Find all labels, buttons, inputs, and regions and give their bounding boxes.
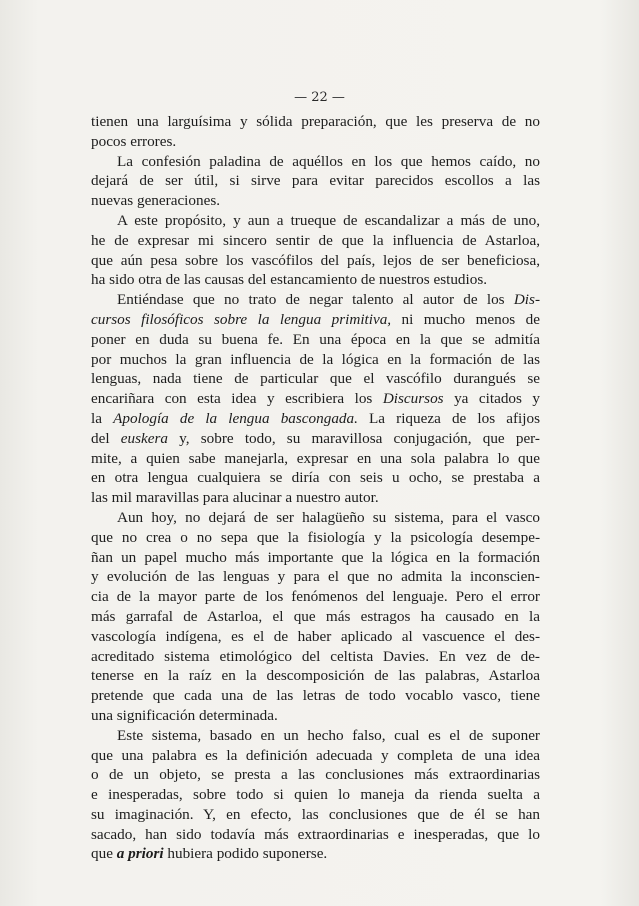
- text-line: [91, 270, 540, 290]
- text-run: hubiera podido suponerse.: [163, 845, 328, 863]
- emphasized-text: Apología de la lengua bascongada.: [113, 409, 358, 427]
- text-line: [91, 409, 540, 429]
- text-run: del: [91, 429, 121, 447]
- text-run: en otra lengua cualquiera se diría con seis u ocho, se prestaba a: [91, 469, 540, 487]
- paragraph: [91, 211, 540, 290]
- text-line: [91, 825, 540, 845]
- text-run: encariñara con esta idea y escribiera los: [91, 390, 383, 408]
- text-run: nuevas generaciones.: [91, 192, 221, 210]
- text-line: [91, 468, 540, 488]
- emphasized-text: Dis-: [513, 291, 540, 309]
- emphasized-text: a priori: [116, 845, 164, 863]
- text-run: poner en duda su buena fe. En una época en la que se admitía: [91, 330, 540, 348]
- text-run: tenerse en la raíz en la descomposición de las palabras, Astarloa: [91, 667, 540, 685]
- text-line: [91, 488, 540, 508]
- text-line: [91, 686, 540, 706]
- paragraph: [91, 508, 540, 726]
- text-line: [91, 112, 540, 132]
- text-line: [91, 805, 540, 825]
- text-line: [91, 627, 540, 647]
- paragraph: [91, 152, 540, 211]
- text-run: la: [91, 409, 114, 427]
- text-run: ha sido otra de las causas del estancamiento de nuestros estudios.: [91, 271, 488, 289]
- text-run: Este sistema, basado en un hecho falso, cual es el de suponer: [117, 726, 540, 744]
- paragraph: [91, 726, 540, 865]
- text-line: [91, 666, 540, 686]
- text-line: [91, 548, 540, 568]
- text-line: [91, 191, 540, 211]
- text-run: La riqueza de los afijos: [357, 409, 540, 427]
- text-line: [91, 746, 540, 766]
- text-run: pocos errores.: [91, 132, 177, 150]
- text-run: que aún pesa sobre los vascófilos del país, lejos de ser beneficiosa,: [91, 251, 540, 269]
- text-run: e inesperadas, sobre todo si quien lo maneja da rienda suelta a: [91, 786, 540, 804]
- text-run: que una palabra es la definición adecuada y completa de una idea: [91, 746, 540, 764]
- text-line: [91, 330, 540, 350]
- paragraph: [91, 112, 540, 152]
- paragraph: [91, 290, 540, 508]
- text-run: ya citados y: [443, 390, 541, 408]
- emphasized-text: cursos filosóficos sobre la lengua primitiva,: [91, 310, 392, 328]
- text-run: su imaginación. Y, en efecto, las conclusiones que de él se han: [91, 805, 540, 823]
- emphasized-text: euskera: [120, 429, 168, 447]
- text-line: [91, 706, 540, 726]
- text-line: [91, 528, 540, 548]
- text-run: lenguas, nada tiene de particular que el vascófilo durangués se: [91, 370, 540, 388]
- text-run: Aun hoy, no dejará de ser halagüeño su sistema, para el vasco: [117, 508, 540, 526]
- body-text: [91, 112, 540, 864]
- text-run: La confesión paladina de aquéllos en los que hemos caído, no: [117, 152, 540, 170]
- text-line: [91, 369, 540, 389]
- text-line: [91, 132, 540, 152]
- text-line: [91, 567, 540, 587]
- text-line: [91, 429, 540, 449]
- text-run: tienen una larguísima y sólida preparación, que les preserva de no: [91, 113, 540, 130]
- text-line: [91, 211, 540, 231]
- emphasized-text: Discursos: [382, 390, 444, 408]
- text-run: que: [91, 845, 117, 863]
- text-run: ni mucho menos de: [391, 310, 540, 328]
- text-run: y evolución de las lenguas y para el que no admita la inconscien-: [91, 568, 540, 586]
- page-number: — 22 —: [294, 90, 345, 105]
- text-line: [91, 389, 540, 409]
- text-line: [91, 607, 540, 627]
- text-run: una significación determinada.: [91, 706, 278, 724]
- text-run: por muchos la gran influencia de la lógica en la formación de las: [91, 350, 540, 368]
- text-run: cia de la mayor parte de los fenómenos del lenguaje. Pero el error: [91, 588, 540, 606]
- text-line: [91, 231, 540, 251]
- text-run: y, sobre todo, su maravillosa conjugación, que per-: [167, 429, 540, 447]
- text-run: sacado, han sido todavía más extraordinarias e inesperadas, que lo: [91, 825, 540, 843]
- text-line: [91, 310, 540, 330]
- text-line: [91, 171, 540, 191]
- text-line: [91, 152, 540, 172]
- text-run: dejará de ser útil, si sirve para evitar parecidos escollos a las: [91, 172, 540, 190]
- text-line: [91, 785, 540, 805]
- text-run: más garrafal de Astarloa, el que más estragos ha causado en la: [91, 607, 540, 625]
- text-line: [91, 844, 540, 864]
- text-line: [91, 290, 540, 310]
- text-run: o de un objeto, se presta a las conclusiones más extraordinarias: [91, 766, 540, 784]
- text-line: [91, 765, 540, 785]
- text-run: he de expresar mi sincero sentir de que la influencia de Astarloa,: [91, 231, 540, 249]
- text-run: ñan un papel mucho más importante que la lógica en la formación: [91, 548, 540, 566]
- text-line: [91, 587, 540, 607]
- text-line: [91, 449, 540, 469]
- text-run: que no crea o no sepa que la fisiología y la psicología desempe-: [91, 528, 540, 546]
- text-run: Entiéndase que no trato de negar talento al autor de los: [117, 291, 514, 309]
- text-run: A este propósito, y aun a trueque de escandalizar a más de uno,: [117, 211, 540, 229]
- text-line: [91, 508, 540, 528]
- text-run: vascología indígena, es el de haber aplicado al vascuence el des-: [91, 627, 540, 645]
- text-line: [91, 647, 540, 667]
- text-run: las mil maravillas para alucinar a nuestro autor.: [91, 489, 379, 507]
- text-line: [91, 251, 540, 271]
- text-line: [91, 726, 540, 746]
- text-run: mite, a quien sabe manejarla, expresar en una sola palabra lo que: [91, 449, 540, 467]
- text-run: pretende que cada una de las letras de todo vocablo vasco, tiene: [91, 687, 540, 705]
- text-run: acreditado sistema etimológico del celtista Davies. En vez de de-: [91, 647, 540, 665]
- text-line: [91, 350, 540, 370]
